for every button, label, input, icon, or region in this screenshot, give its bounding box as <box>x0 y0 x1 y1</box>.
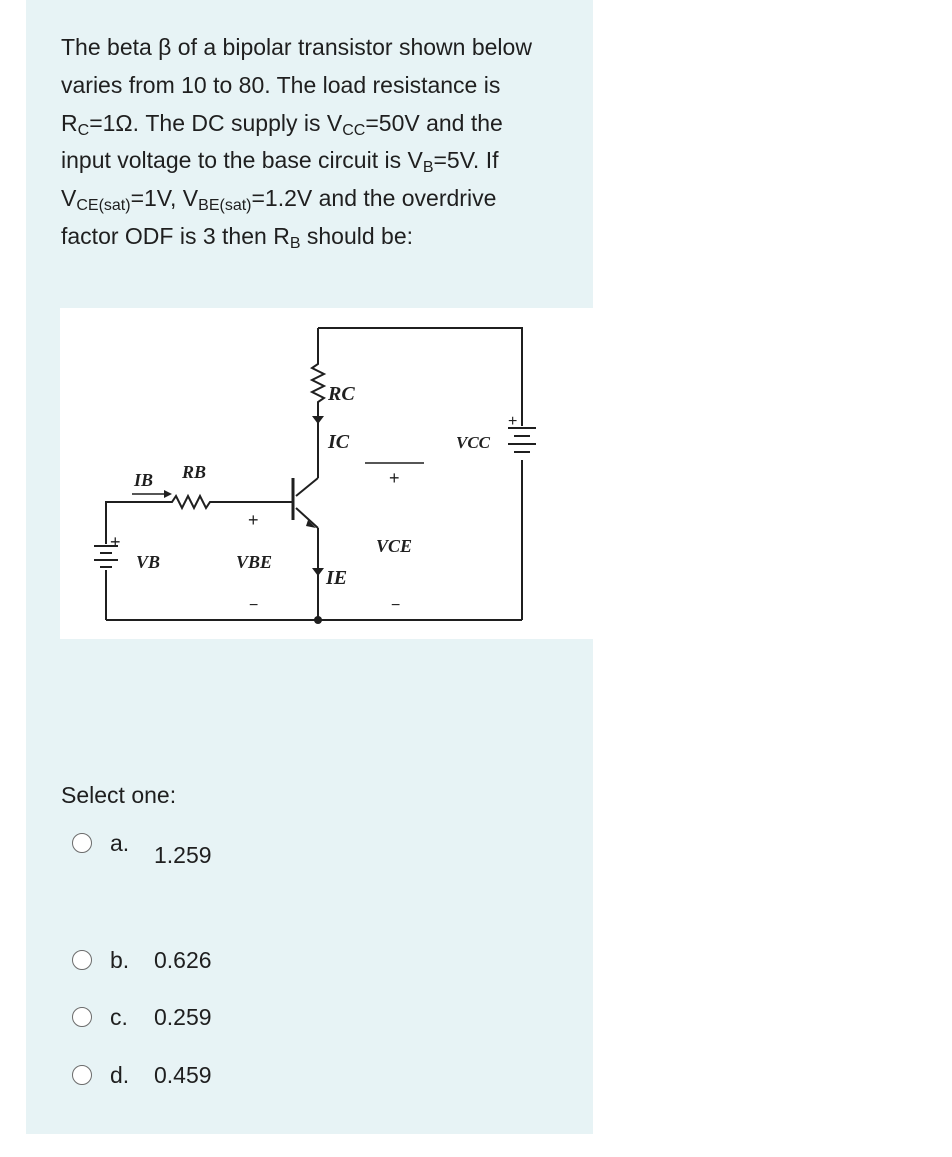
question-subscript: BE(sat) <box>198 197 252 215</box>
vce-minus-sign: − <box>391 597 401 614</box>
option-d[interactable] <box>72 1062 212 1089</box>
option-b[interactable] <box>72 947 212 974</box>
question-subscript: B <box>289 234 301 252</box>
vb-label: VB <box>136 552 161 572</box>
vcc-label: VCC <box>456 433 491 452</box>
vbe-label: VBE <box>236 552 273 572</box>
circuit-svg <box>60 308 593 639</box>
vb-plus-sign: + <box>110 532 121 552</box>
option-letter: d. <box>110 1062 130 1088</box>
select-one-label: Select one: <box>61 782 177 808</box>
vce-label: VCE <box>376 536 413 556</box>
vbe-minus-sign: − <box>249 597 259 614</box>
question-subscript: C <box>77 121 90 139</box>
question-text <box>61 29 551 256</box>
question-text-part: The beta β of a bipolar transistor shown below varies from 10 to 80. The load resistance is R <box>61 34 532 136</box>
vcc-plus-sign: + <box>508 413 518 430</box>
question-text-part: should be: <box>300 222 414 249</box>
radio-circle-icon[interactable] <box>72 950 92 970</box>
option-letter: a. <box>110 830 130 856</box>
question-subscript: CE(sat) <box>76 197 131 215</box>
question-text-part: =1.2V and the overdrive factor ODF is 3 then R <box>61 185 497 249</box>
question-text-part: =1Ω. The DC supply is V <box>89 109 343 136</box>
radio-circle-icon[interactable] <box>72 1065 92 1085</box>
ib-arrow-icon <box>164 490 172 498</box>
vbe-plus-sign: + <box>248 510 259 530</box>
radio-circle-icon[interactable] <box>72 833 92 853</box>
option-letter: b. <box>110 947 130 973</box>
option-value: 0.259 <box>154 1004 212 1030</box>
ie-arrow-icon <box>312 568 324 576</box>
option-c[interactable] <box>72 1004 212 1031</box>
ic-arrow-icon <box>312 416 324 424</box>
question-text-part: =50V and the input voltage to the base circuit is V <box>61 109 503 174</box>
rc-resistor <box>312 328 324 478</box>
question-subscript: CC <box>342 121 366 139</box>
ib-label: IB <box>134 470 154 490</box>
vce-plus-sign: + <box>389 468 400 488</box>
circuit-diagram <box>60 308 593 639</box>
top-wire <box>318 328 522 620</box>
question-text-part: =1V, V <box>130 185 199 212</box>
option-value: 0.626 <box>154 947 212 973</box>
option-letter: c. <box>110 1004 128 1030</box>
option-value: 1.259 <box>154 842 212 868</box>
option-value: 0.459 <box>154 1062 212 1088</box>
ground-node-dot <box>314 616 322 624</box>
ie-label: IE <box>326 567 348 589</box>
rc-label: RC <box>328 383 355 405</box>
option-a[interactable] <box>72 830 212 869</box>
question-text-part: =5V. If V <box>61 147 499 212</box>
question-subscript: B <box>422 159 434 177</box>
rb-label: RB <box>182 462 207 482</box>
rb-resistor <box>106 496 293 508</box>
ic-label: IC <box>328 431 350 453</box>
radio-circle-icon[interactable] <box>72 1007 92 1027</box>
collector-lead <box>296 478 318 496</box>
